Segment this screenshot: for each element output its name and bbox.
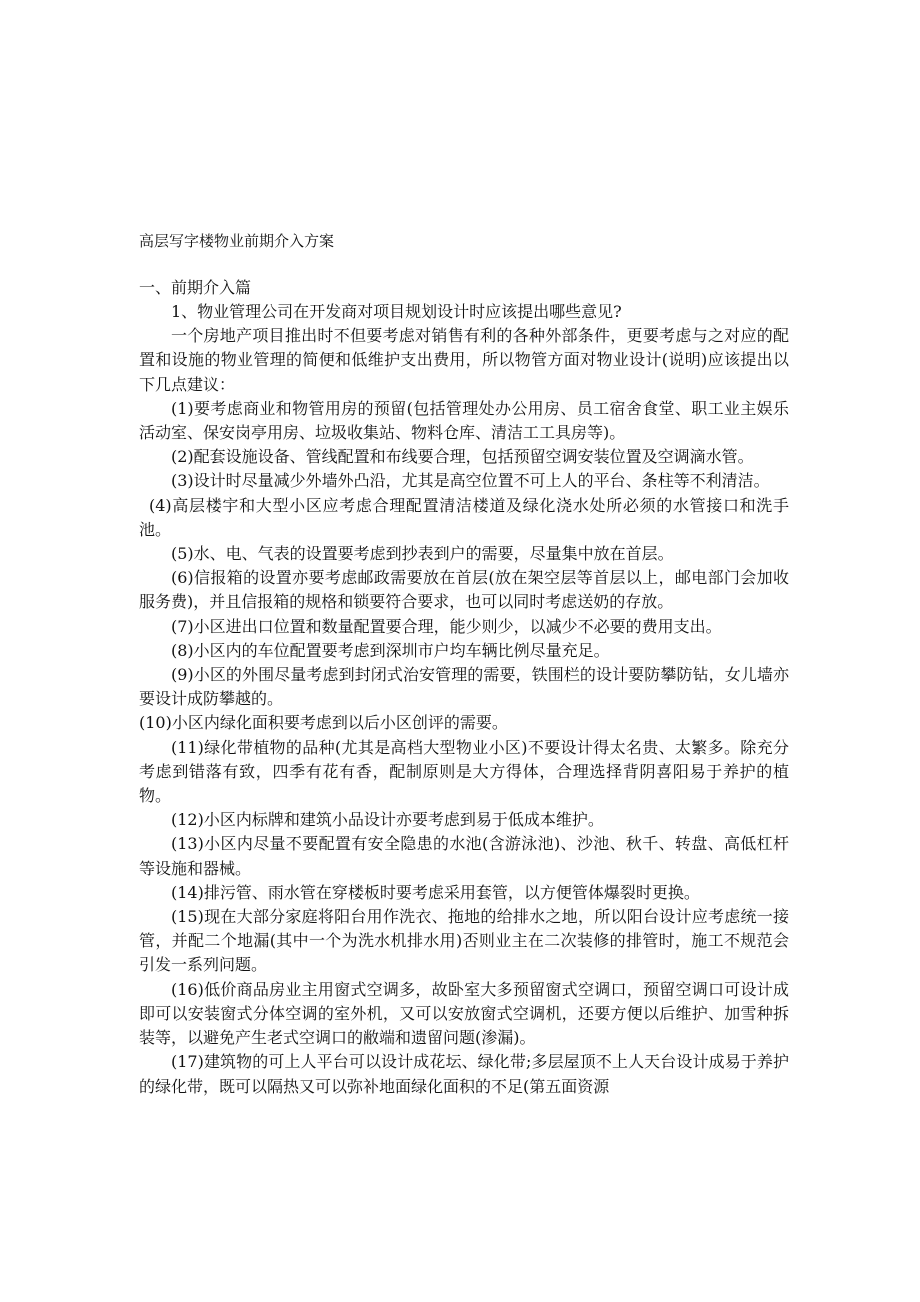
question-heading: 1、物业管理公司在开发商对项目规划设计时应该提出哪些意见? (171, 302, 622, 321)
list-item: (2)配套设施设备、管线配置和布线要合理，包括预留空调安装位置及空调滴水管。 (171, 447, 754, 467)
list-item: (8)小区内的车位配置要考虑到深圳市户均车辆比例尽量充足。 (171, 640, 610, 660)
list-item: (7)小区进出口位置和数量配置要合理，能少则少，以减少不必要的费用支出。 (171, 616, 722, 636)
document-page (139, 230, 789, 1099)
list-item: (12)小区内标牌和建筑小品设计亦要考虑到易于低成本维护。 (171, 810, 604, 830)
document-title: 高层写字楼物业前期介入方案 (139, 232, 335, 250)
list-item: (10)小区内绿化面积要考虑到以后小区创评的需要。 (139, 713, 508, 733)
intro-paragraph: 一个房地产项目推出时不但要考虑对销售有利的各种外部条件，更要考虑与之对应的配置和设施的物业管理的简便和低维护支出费用，所以物管方面对物业设计(说明)应该提出以下几点建议： (139, 326, 789, 394)
list-item: (4)高层楼宇和大型小区应考虑合理配置清洁楼道及绿化浇水处所必须的水管接口和洗手池。 (139, 495, 789, 539)
section-heading: 一、前期介入篇 (139, 278, 252, 297)
list-item: (17)建筑物的可上人平台可以设计成花坛、绿化带;多层屋顶不上人天台设计成易于养护的绿化带，既可以隔热又可以弥补地面绿化面积的不足(第五面资源 (139, 1052, 789, 1096)
list-item: (3)设计时尽量减少外墙外凸沿，尤其是高空位置不可上人的平台、条柱等不利清洁。 (171, 471, 770, 491)
list-item: (1)要考虑商业和物管用房的预留(包括管理处办公用房、员工宿舍食堂、职工业主娱乐活动室、保安岗亭用房、垃圾收集站、物料仓库、清洁工工具房等)。 (139, 398, 789, 443)
list-item: (5)水、电、气表的设置要考虑到抄表到户的需要，尽量集中放在首层。 (171, 544, 674, 564)
list-item: (13)小区内尽量不要配置有安全隐患的水池(含游泳池)、沙池、秋千、转盘、高低杠杆等设施和器械。 (139, 834, 789, 878)
list-item: (15)现在大部分家庭将阳台用作洗衣、拖地的给排水之地，所以阳台设计应考虑统一接管，并配二个地漏(其中一个为洗水机排水用)否则业主在二次装修的排管时，施工不规范会引发一系列问题。 (139, 907, 789, 975)
list-item: (16)低价商品房业主用窗式空调多，故卧室大多预留窗式空调口，预留空调口可设计成即可以安装窗式分体空调的室外机，又可以安放窗式空调机，还要方便以后维护、加雪种拆装等，以避免产生老式空调口的敝端和遗留问题(渗漏)。 (139, 979, 789, 1048)
list-item: (9)小区的外围尽量考虑到封闭式治安管理的需要，铁围栏的设计要防攀防钻，女儿墙亦要设计成防攀越的。 (139, 665, 789, 709)
list-item: (11)绿化带植物的品种(尤其是高档大型物业小区)不要设计得太名贵、太繁多。除充分考虑到错落有致，四季有花有香，配制原则是大方得体，合理选择背阴喜阳易于养护的植物。 (139, 737, 789, 806)
list-item: (6)信报箱的设置亦要考虑邮政需要放在首层(放在架空层等首层以上，邮电部门会加收服务费)，并且信报箱的规格和锁要符合要求，也可以同时考虑送奶的存放。 (139, 568, 789, 612)
list-item: (14)排污管、雨水管在穿楼板时要考虑采用套管，以方便管体爆裂时更换。 (171, 882, 700, 902)
